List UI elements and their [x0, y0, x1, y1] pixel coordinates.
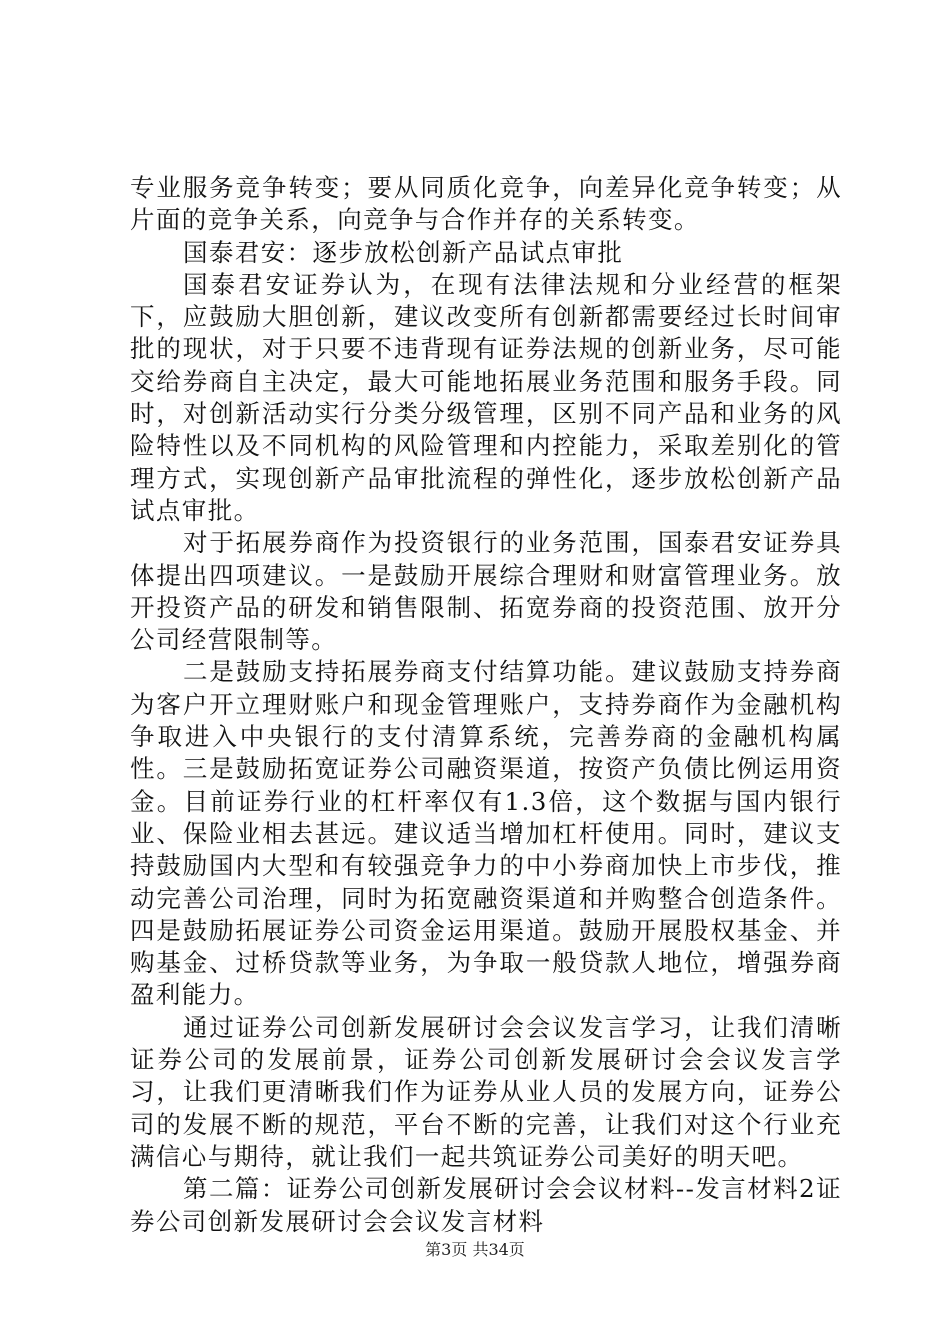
paragraph-conclusion: 通过证券公司创新发展研讨会会议发言学习，让我们清晰证券公司的发展前景，证券公司创新发展研讨会会议发言学习，让我们更清晰我们作为证券从业人员的发展方向，证券公司的发展不断的规范，平台不断的完善，让我们对这个行业充满信心与期待，就让我们一起共筑证券公司美好的明天吧。 — [130, 1012, 842, 1171]
section-heading-guotai-junan: 国泰君安：逐步放松创新产品试点审批 — [183, 237, 624, 267]
paragraph-four-suggestions: 对于拓展券商作为投资银行的业务范围，国泰君安证券具体提出四项建议。一是鼓励开展综合理财和财富管理业务。放开投资产品的研发和销售限制、拓宽券商的投资范围、放开分公司经营限制等。 — [130, 528, 842, 655]
paragraph-payment-and-financing: 二是鼓励支持拓展券商支付结算功能。建议鼓励支持券商为客户开立理财账户和现金管理账户，支持券商作为金融机构争取进入中央银行的支付清算系统，完善券商的金融机构属性。三是鼓励拓宽证券公司融资渠道，按资产负债比例运用资金。目前证券行业的杠杆率仅有1.3倍，这个数据与国内银行业、保险业相去甚远。建议适当增加杠杆使用。同时，建议支持鼓励国内大型和有较强竞争力的中小券商加快上市步伐，推动完善公司治理，同时为拓宽融资渠道和并购整合创造条件。四是鼓励拓展证券公司资金运用渠道。鼓励开展股权基金、并购基金、过桥贷款等业务，为争取一般贷款人地位，增强券商盈利能力。 — [130, 657, 842, 1010]
paragraph-guotai-junan-view: 国泰君安证券认为，在现有法律法规和分业经营的框架下，应鼓励大胆创新，建议改变所有创新都需要经过长时间审批的现状，对于只要不违背现有证券法规的创新业务，尽可能交给券商自主决定，最大可能地拓展业务范围和服务手段。同时，对创新活动实行分类分级管理，区别不同产品和业务的风险特性以及不同机构的风险管理和内控能力，采取差别化的管理方式，实现创新产品审批流程的弹性化，逐步放松创新产品试点审批。 — [130, 269, 842, 525]
page-number-footer: 第3页 共34页 — [425, 1240, 525, 1259]
document-body — [130, 172, 842, 1238]
paragraph-continuation: 专业服务竞争转变；要从同质化竞争，向差异化竞争转变；从片面的竞争关系，向竞争与合作并存的关系转变。 — [130, 173, 842, 235]
paragraph-second-article-title: 第二篇：证券公司创新发展研讨会会议材料--发言材料2证券公司创新发展研讨会会议发言材料 — [130, 1174, 842, 1236]
